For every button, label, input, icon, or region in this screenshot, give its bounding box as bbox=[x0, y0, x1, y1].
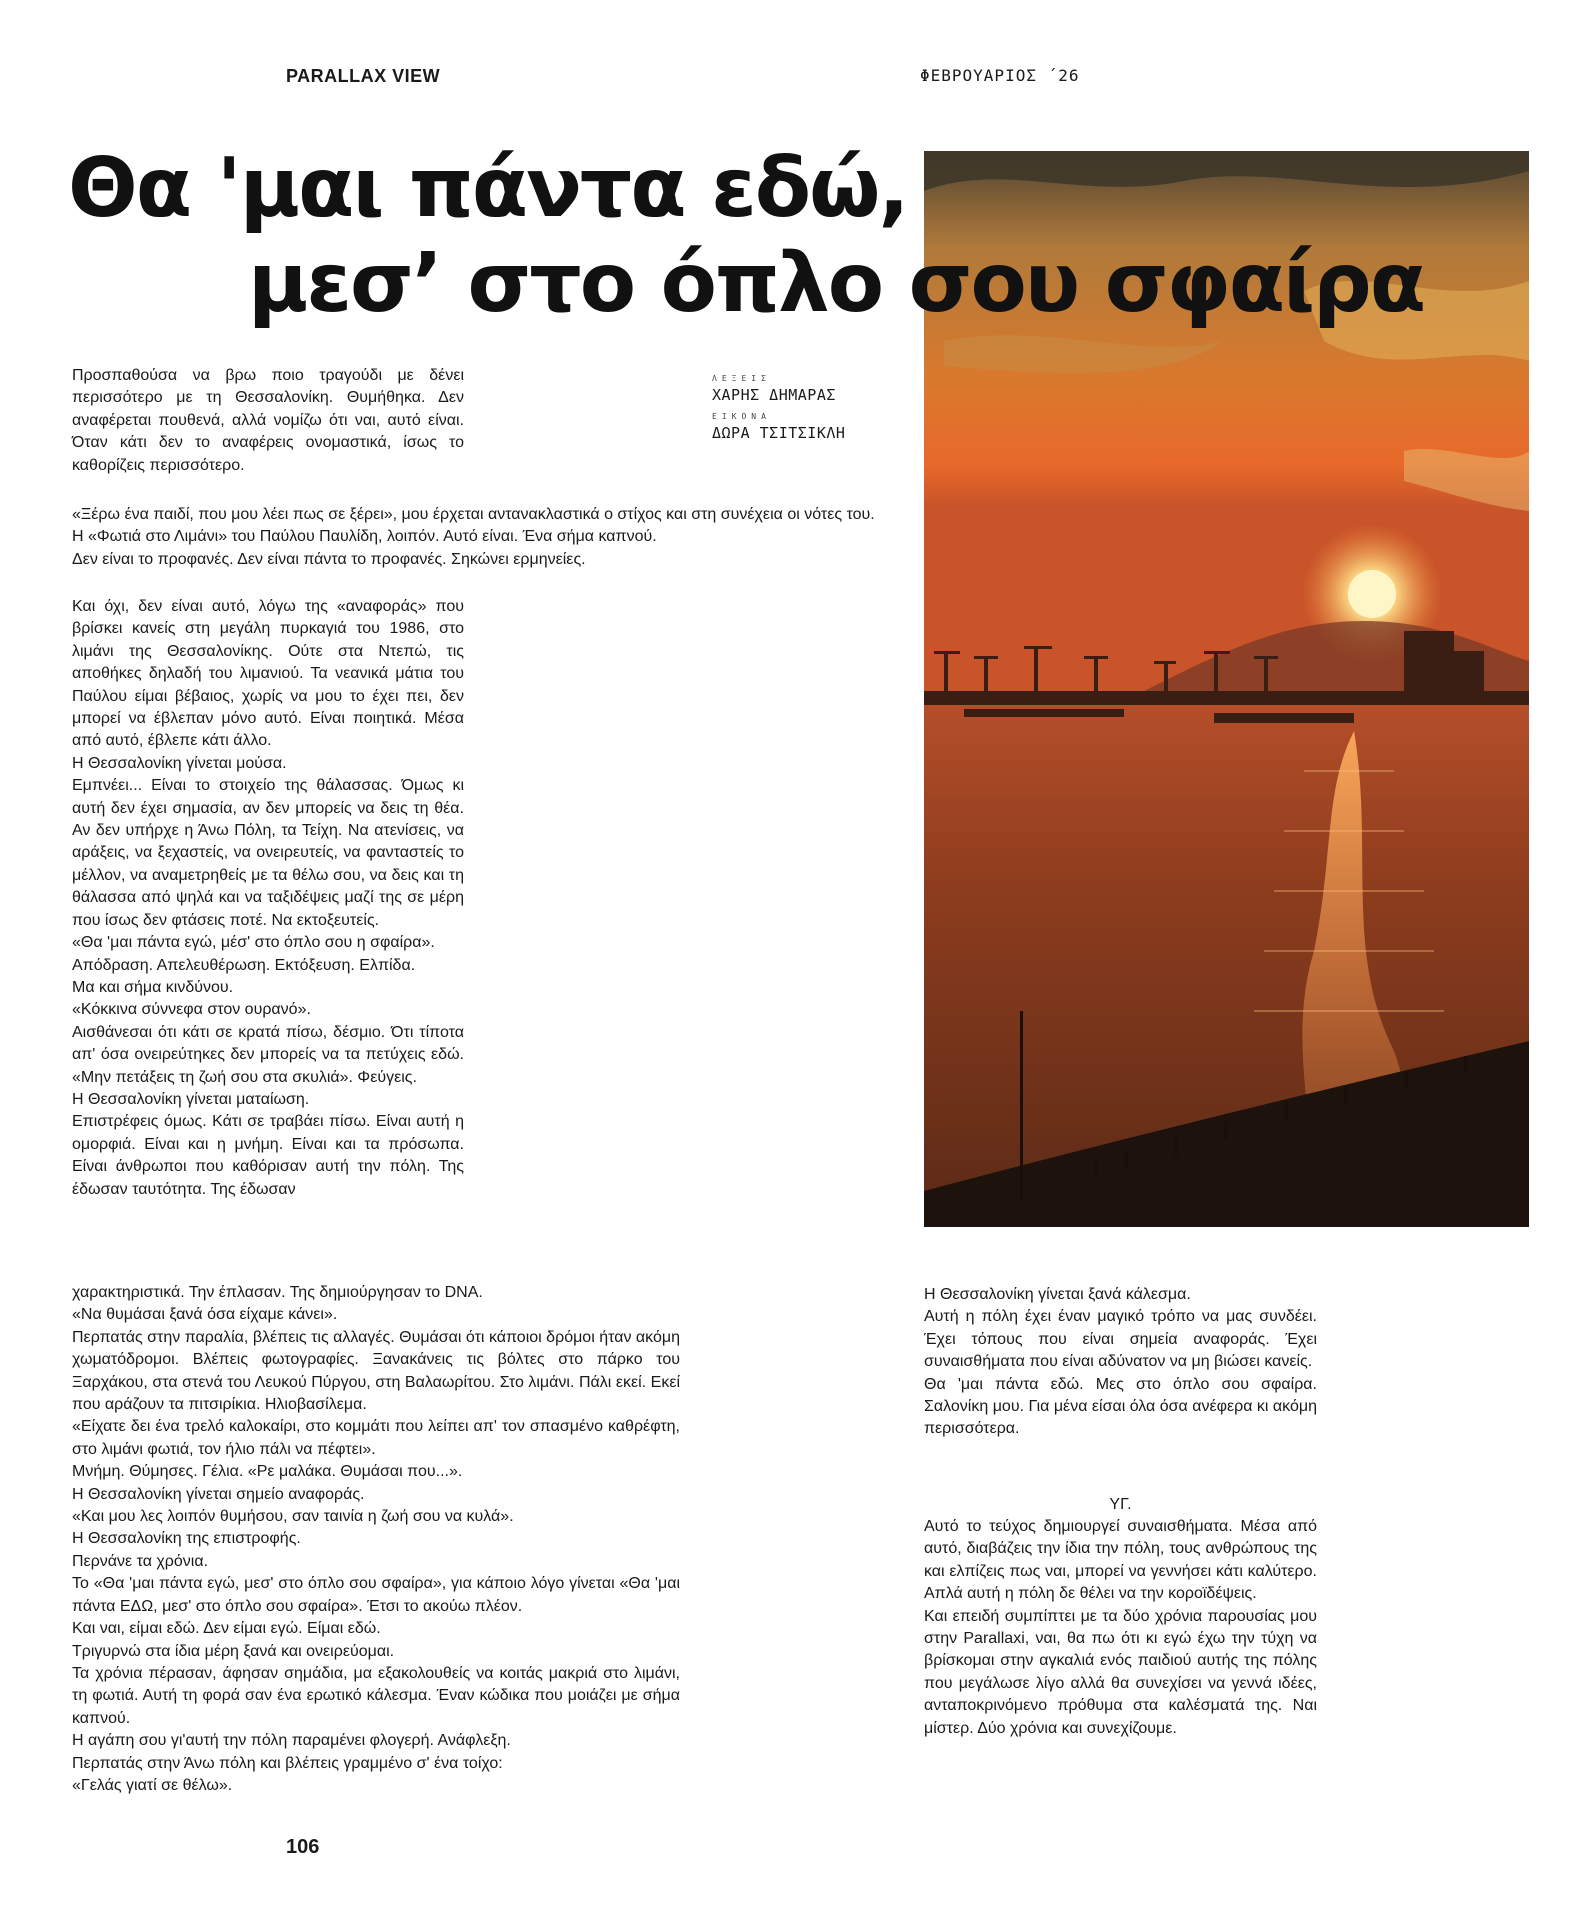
body-paragraph: Θα 'μαι πάντα εδώ. Μες στο όπλο σου σφαίρα. Σαλονίκη μου. Για μένα είσαι όλα όσα ανέφερα κι ακόμη περισσότερα. bbox=[924, 1375, 1317, 1438]
body-paragraph: χαρακτηριστικά. Την έπλασαν. Της δημιούργησαν το DNA. bbox=[72, 1284, 483, 1301]
body-paragraph: Απόδραση. Απελευθέρωση. Εκτόξευση. Ελπίδα. bbox=[72, 956, 416, 974]
photographer-name: ΔΩΡΑ ΤΣΙΤΣΙΚΛΗ bbox=[712, 424, 846, 442]
body-paragraph: Μνήμη. Θύμησες. Γέλια. «Ρε μαλάκα. Θυμάσαι που...». bbox=[72, 1463, 463, 1481]
body-paragraph: Τα χρόνια πέρασαν, άφησαν σημάδια, μα εξακολουθείς να κοιτάς μακριά στο λιμάνι, τη φωτιά. Αυτή τη φορά σαν ένα ερωτικό κάλεσμα. Έναν κώδικα που μοιάζει με σήμα καπνού. bbox=[72, 1664, 680, 1727]
postscript-paragraph: Και επειδή συμπίπτει με τα δύο χρόνια παρουσίας μου στην Parallaxi, ναι, θα πω ότι κι εγώ έχω την τύχη να βρίσκομαι στην αγκαλιά ενός παιδιού αυτής της πόλης που μεγάλωσε λίγο αλλά θα συνεχίσει να γεννά ιδέες, ανταποκρινόμενο πρόθυμα στα καλέσματά της. Ναι μίστερ. Δύο χρόνια και συνεχίζουμε. bbox=[924, 1607, 1317, 1737]
postscript-heading bbox=[924, 1494, 1317, 1516]
quote-paragraph bbox=[72, 504, 890, 571]
body-column-left bbox=[72, 596, 464, 1201]
body-paragraph: «Και μου λες λοιπόν θυμήσου, σαν ταινία η ζωή σου να κυλά». bbox=[72, 1508, 514, 1526]
body-paragraph: «Θα 'μαι πάντα εγώ, μέσ' στο όπλο σου η σφαίρα». bbox=[72, 934, 435, 952]
body-column-wide bbox=[72, 1282, 680, 1797]
section-name: PARALLAX VIEW bbox=[286, 66, 441, 86]
body-paragraph: «Γελάς γιατί σε θέλω». bbox=[72, 1776, 233, 1794]
body-paragraph: Αυτή η πόλη έχει έναν μαγικό τρόπο να μας συνδέει. Έχει τόπους που είναι σημεία αναφοράς. Έχει συναισθήματα που είναι αδύνατον να μη βιώσει κανείς. bbox=[924, 1308, 1317, 1371]
page-number: 106 bbox=[286, 1836, 320, 1858]
body-paragraph: Και όχι, δεν είναι αυτό, λόγω της «αναφοράς» που βρίσκει κανείς στη μεγάλη πυρκαγιά του 1986, στο λιμάνι της Θεσσαλονίκης. Ούτε στα Ντεπώ, τις αποθήκες δηλαδή του λιμανιού. Τα νεανικά μάτια του Παύλου είμαι βέβαιος, χωρίς να μου το έχει πει, δεν μπορεί να έβλεπαν μόνο αυτό. Είναι ποιητικά. Μέσα από αυτό, έβλεπε κάτι άλλο. bbox=[72, 598, 464, 750]
credits bbox=[712, 374, 845, 450]
sun bbox=[1348, 570, 1396, 618]
author-name: ΧΑΡΗΣ ΔΗΜΑΡΑΣ bbox=[712, 386, 836, 404]
body-paragraph: Μα και σήμα κινδύνου. bbox=[72, 978, 234, 996]
body-paragraph: Η Θεσσαλονίκη γίνεται ξανά κάλεσμα. bbox=[924, 1286, 1191, 1303]
body-paragraph: «Να θυμάσαι ξανά όσα είχαμε κάνει». bbox=[72, 1306, 338, 1324]
image-label: ΕΙΚΟΝΑ bbox=[712, 412, 771, 421]
body-paragraph: Αισθάνεσαι ότι κάτι σε κρατά πίσω, δέσμιο. Ότι τίποτα απ' όσα ονειρεύτηκες δεν μπορείς να τα πετύχεις εδώ. «Μην πετάξεις τη ζωή σου στα σκυλιά». Φεύγεις. bbox=[72, 1023, 464, 1086]
intro-paragraph bbox=[72, 365, 464, 477]
body-paragraph: Η Θεσσαλονίκη γίνεται σημείο αναφοράς. bbox=[72, 1485, 365, 1503]
body-paragraph: «Κόκκινα σύννεφα στον ουρανό». bbox=[72, 1001, 311, 1019]
words-label: ΛΕΞΕΙΣ bbox=[712, 374, 771, 383]
body-paragraph: «Είχατε δει ένα τρελό καλοκαίρι, στο κομμάτι που λείπει απ' τον σπασμένο καθρέφτη, στο λιμάνι φωτιά, τον ήλιο πάλι να πέφτει». bbox=[72, 1418, 680, 1458]
issue-date: ΦΕΒΡΟΥΑΡΙΟΣ ΄26 bbox=[920, 66, 1080, 85]
quote-text: Δεν είναι το προφανές. Δεν είναι πάντα το προφανές. Σηκώνει ερμηνείες. bbox=[72, 550, 586, 568]
body-paragraph: Η Θεσσαλονίκη γίνεται ματαίωση. bbox=[72, 1090, 310, 1108]
headline-line-1: Θα 'μαι πάντα εδώ, bbox=[68, 141, 908, 236]
body-paragraph: Περνάνε τα χρόνια. bbox=[72, 1552, 209, 1570]
lamp-post bbox=[1020, 1011, 1023, 1201]
postscript-paragraph: Αυτό το τεύχος δημιουργεί συναισθήματα. Μέσα από αυτό, διαβάζεις την ίδια την πόλη, τους ανθρώπους της και ελπίζεις πως ναι, μπορεί να γεννήσει κάτι καλύτερο. Απλά αυτή η πόλη δε θέλει να την κοροϊδέψεις. bbox=[924, 1518, 1317, 1603]
body-paragraph: Τριγυρνώ στα ίδια μέρη ξανά και ονειρεύομαι. bbox=[72, 1642, 395, 1660]
body-paragraph: Επιστρέφεις όμως. Κάτι σε τραβάει πίσω. Είναι αυτή η ομορφιά. Είναι και η μνήμη. Είναι και τα πρόσωπα. Είναι άνθρωποι που καθόρισαν αυτή την πόλη. Της έδωσαν ταυτότητα. Της έδωσαν bbox=[72, 1113, 464, 1198]
intro-text: Προσπαθούσα να βρω ποιο τραγούδι με δένει περισσότερο με τη Θεσσαλονίκη. Θυμήθηκα. Δεν αναφέρεται πουθενά, αλλά νομίζω ότι ναι, αυτό είναι. Όταν κάτι δεν το αναφέρεις ονομαστικά, ίσως το καθορίζεις περισσότερο. bbox=[72, 367, 464, 474]
body-paragraph: Περπατάς στην παραλία, βλέπεις τις αλλαγές. Θυμάσαι ότι κάποιοι δρόμοι ήταν ακόμη χωματόδρομοι. Βλέπεις φωτογραφίες. Ξανακάνεις τις βόλτες στο πάρκο του Ξαρχάκου, στα στενά του Λευκού Πύργου, στη Βαλαωρίτου. Στο λιμάνι. Πάλι εκεί. Εκεί που αράζουν τα πιτσιρίκια. Ηλιοβασίλεμα. bbox=[72, 1328, 680, 1414]
body-paragraph: Και ναι, είμαι εδώ. Δεν είμαι εγώ. Είμαι εδώ. bbox=[72, 1620, 381, 1638]
headline-line-2: μεσ’ στο όπλο σου σφαίρα bbox=[248, 236, 1425, 331]
body-column-right bbox=[924, 1284, 1317, 1441]
body-paragraph: Περπατάς στην Άνω πόλη και βλέπεις γραμμένο σ' ένα τοίχο: bbox=[72, 1754, 503, 1772]
body-paragraph: Εμπνέει... Είναι το στοιχείο της θάλασσας. Όμως κι αυτή δεν έχει σημασία, αν δεν μπορείς να δεις τη θέα. Αν δεν υπήρχε η Άνω Πόλη, τα Τείχη. Να ατενίσεις, να αράξεις, να ξεχαστείς, να ονειρευτείς, να φανταστείς το μέλλον, να αναμετρηθείς με τα θέλω σου, να δεις και τη θάλασσα από ψηλά και να ταξιδέψεις μαζί της σε μέρη που ίσως δεν φτάσεις ποτέ. Να εκτοξευτείς. bbox=[72, 777, 464, 929]
quote-text: «Ξέρω ένα παιδί, που μου λέει πως σε ξέρει», μου έρχεται αντανακλαστικά ο στίχος και στη συνέχεια οι νότες του. Η «Φωτιά στο Λιμάνι» του Παύλου Παυλίδη, λοιπόν. Αυτό είναι. Ένα σήμα καπνού. bbox=[72, 506, 875, 546]
postscript bbox=[924, 1516, 1317, 1740]
body-paragraph: Η Θεσσαλονίκη γίνεται μούσα. bbox=[72, 754, 287, 772]
body-paragraph: Η αγάπη σου γι'αυτή την πόλη παραμένει φλογερή. Ανάφλεξη. bbox=[72, 1732, 511, 1750]
body-paragraph: Το «Θα 'μαι πάντα εγώ, μεσ' στο όπλο σου σφαίρα», για κάποιο λόγο γίνεται «Θα 'μαι πάντα ΕΔΩ, μεσ' στο όπλο σου σφαίρα». Έτσι το ακούω πλέον. bbox=[72, 1575, 680, 1615]
body-paragraph: Η Θεσσαλονίκη της επιστροφής. bbox=[72, 1530, 301, 1548]
postscript-label: ΥΓ. bbox=[1109, 1496, 1132, 1513]
